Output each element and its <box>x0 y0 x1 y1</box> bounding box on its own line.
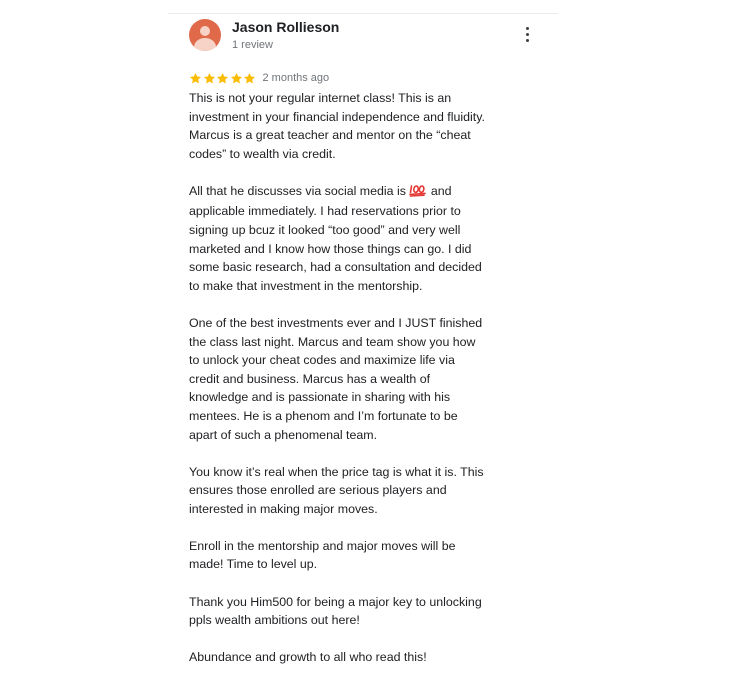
avatar-shoulders <box>194 38 216 51</box>
reviewer-name[interactable]: Jason Rollieson <box>232 19 340 35</box>
star-icon <box>189 72 202 85</box>
menu-dot <box>526 39 529 42</box>
star-icon <box>243 72 256 85</box>
review-paragraph: Abundance and growth to all who read this! <box>189 650 427 665</box>
review-paragraph: You know it’s real when the price tag is what it is. This ensures those enrolled are serious players and interested in making major moves. <box>189 464 484 516</box>
star-icon <box>230 72 243 85</box>
menu-dot <box>526 27 529 30</box>
star-rating <box>189 72 257 85</box>
review-paragraph-text: and applicable immediately. I had reservations prior to signing up bcuz it looked “too good” and very well marketed and I know how those things can go. I did some basic research, had a consultation and decided to make that investment in the mentorship. <box>189 183 482 293</box>
star-icon <box>216 72 229 85</box>
rating-row <box>189 69 329 87</box>
review-paragraph: Enroll in the mentorship and major moves will be made! Time to level up. <box>189 538 456 572</box>
hundred-points-emoji-icon <box>409 183 427 203</box>
review-paragraph <box>189 182 529 296</box>
reviewer-review-count[interactable]: 1 review <box>232 39 273 51</box>
review-paragraph: This is not your regular internet class! This is an investment in your financial independence and fluidity. Marcus is a great teacher and mentor on the “cheat codes” to wealth via credit. <box>189 91 485 161</box>
avatar-head <box>200 26 210 36</box>
review-date: 2 months ago <box>262 72 330 84</box>
review-text <box>189 89 529 685</box>
review-paragraph-text: All that he discusses via social media is <box>189 183 406 198</box>
review-paragraph: Thank you Him500 for being a major key to unlocking ppls wealth ambitions out here! <box>189 594 482 628</box>
menu-dot <box>526 33 529 36</box>
person-avatar-icon[interactable] <box>189 19 221 51</box>
star-icon <box>203 72 216 85</box>
more-vert-icon[interactable] <box>520 25 536 45</box>
review-paragraph: One of the best investments ever and I JUST finished the class last night. Marcus and team show you how to unlock your cheat codes and maximize life via credit and business. Marcus has a wealth of knowledge and is passionate in sharing with his mentees. He is a phenom and I’m fortunate to be apart of such a phenomenal team. <box>189 315 483 442</box>
